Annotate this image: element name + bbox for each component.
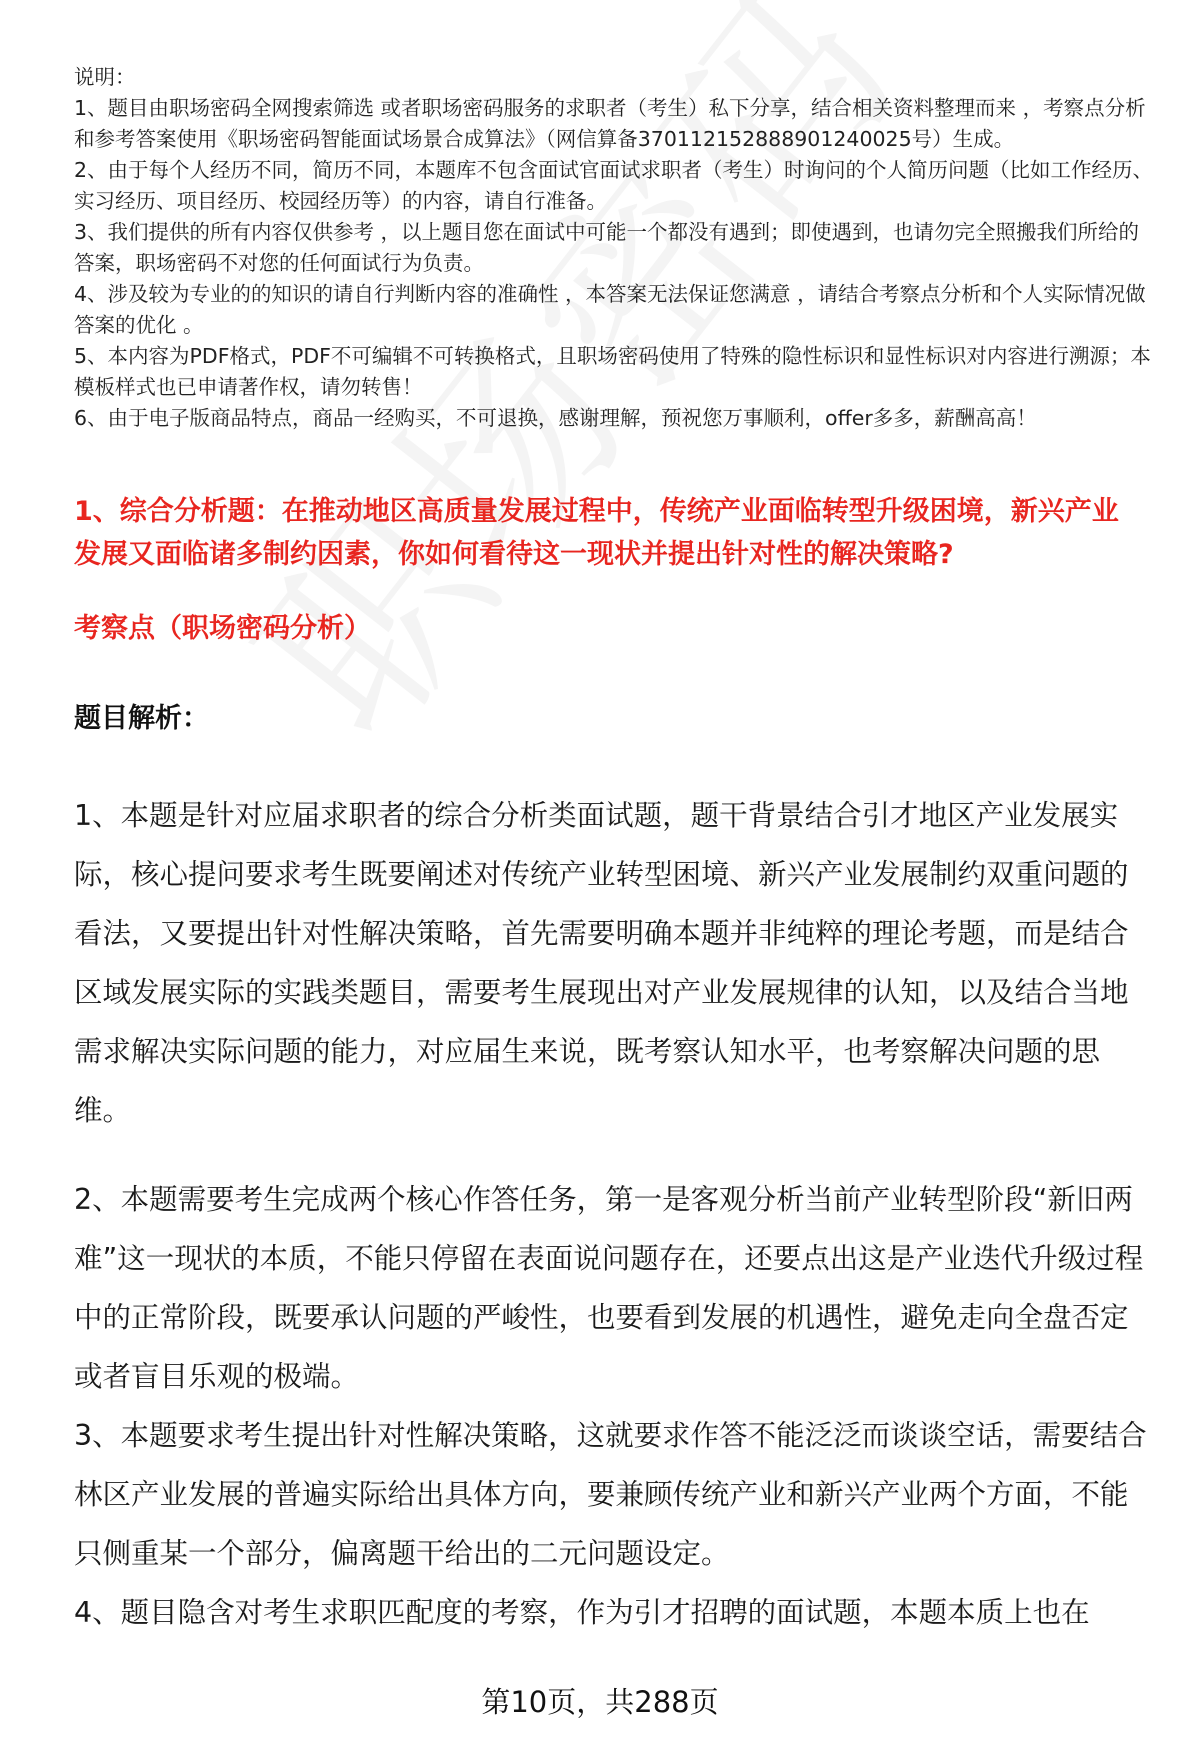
analysis-paragraph: 2、本题需要考生完成两个核心作答任务，第一是客观分析当前产业转型阶段“新旧两难”这一现状的本质，不能只停留在表面说问题存在，还要点出这是产业迭代升级过程中的正常阶段，既要承认问题的严峻性，也要看到发展的机遇性，避免走向全盘否定或者盲目乐观的极端。 bbox=[74, 1183, 1144, 1393]
assessment-points-heading: 考察点（职场密码分析） bbox=[74, 613, 371, 644]
page-number: 第10页，共288页 bbox=[481, 1685, 719, 1719]
analysis-paragraph: 3、本题要求考生提出针对性解决策略，这就要求作答不能泛泛而谈谈空话，需要结合林区产业发展的普遍实际给出具体方向，要兼顾传统产业和新兴产业两个方面，不能只侧重某一个部分，偏离题干给出的二元问题设定。 bbox=[74, 1419, 1147, 1570]
analysis-heading: 题目解析： bbox=[74, 703, 209, 734]
notes-heading: 说明： bbox=[74, 65, 136, 89]
question-title: 1、综合分析题：在推动地区高质量发展过程中，传统产业面临转型升级困境，新兴产业发展又面临诸多制约因素，你如何看待这一现状并提出针对性的解决策略? bbox=[74, 496, 1119, 570]
note-item: 2、由于每个人经历不同，简历不同，本题库不包含面试官面试求职者（考生）时询问的个人简历问题（比如工作经历、实习经历、项目经历、校园经历等）的内容，请自行准备。 bbox=[74, 158, 1154, 213]
analysis-paragraph: 4、题目隐含对考生求职匹配度的考察，作为引才招聘的面试题，本题本质上也在 bbox=[74, 1596, 1090, 1629]
note-item: 6、由于电子版商品特点，商品一经购买，不可退换，感谢理解，预祝您万事顺利，offer多多，薪酬高高！ bbox=[74, 406, 1037, 430]
note-item: 4、涉及较为专业的的知识的请自行判断内容的准确性 ，本答案无法保证您满意 ，请结合考察点分析和个人实际情况做答案的优化 。 bbox=[74, 282, 1146, 337]
note-item: 3、我们提供的所有内容仅供参考 ，以上题目您在面试中可能一个都没有遇到；即使遇到，也请勿完全照搬我们所给的答案，职场密码不对您的任何面试行为负责。 bbox=[74, 220, 1140, 275]
notes-section bbox=[74, 62, 1154, 434]
note-item: 5、本内容为PDF格式，PDF不可编辑不可转换格式，且职场密码使用了特殊的隐性标识和显性标识对内容进行溯源；本模板样式也已申请著作权，请勿转售！ bbox=[74, 344, 1151, 399]
analysis-paragraph: 1、本题是针对应届求职者的综合分析类面试题，题干背景结合引才地区产业发展实际，核心提问要求考生既要阐述对传统产业转型困境、新兴产业发展制约双重问题的看法，又要提出针对性解决策略，首先需要明确本题并非纯粹的理论考题，而是结合区域发展实际的实践类题目，需要考生展现出对产业发展规律的认知，以及结合当地需求解决实际问题的能力，对应届生来说，既考察认知水平，也考察解决问题的思维。 bbox=[74, 799, 1129, 1127]
analysis-body bbox=[74, 786, 1154, 1642]
note-item: 1、题目由职场密码全网搜索筛选 或者职场密码服务的求职者（考生）私下分享，结合相关资料整理而来 ，考察点分析和参考答案使用《职场密码智能面试场景合成算法》（网信算备370112152888901240025号）生成。 bbox=[74, 96, 1146, 151]
